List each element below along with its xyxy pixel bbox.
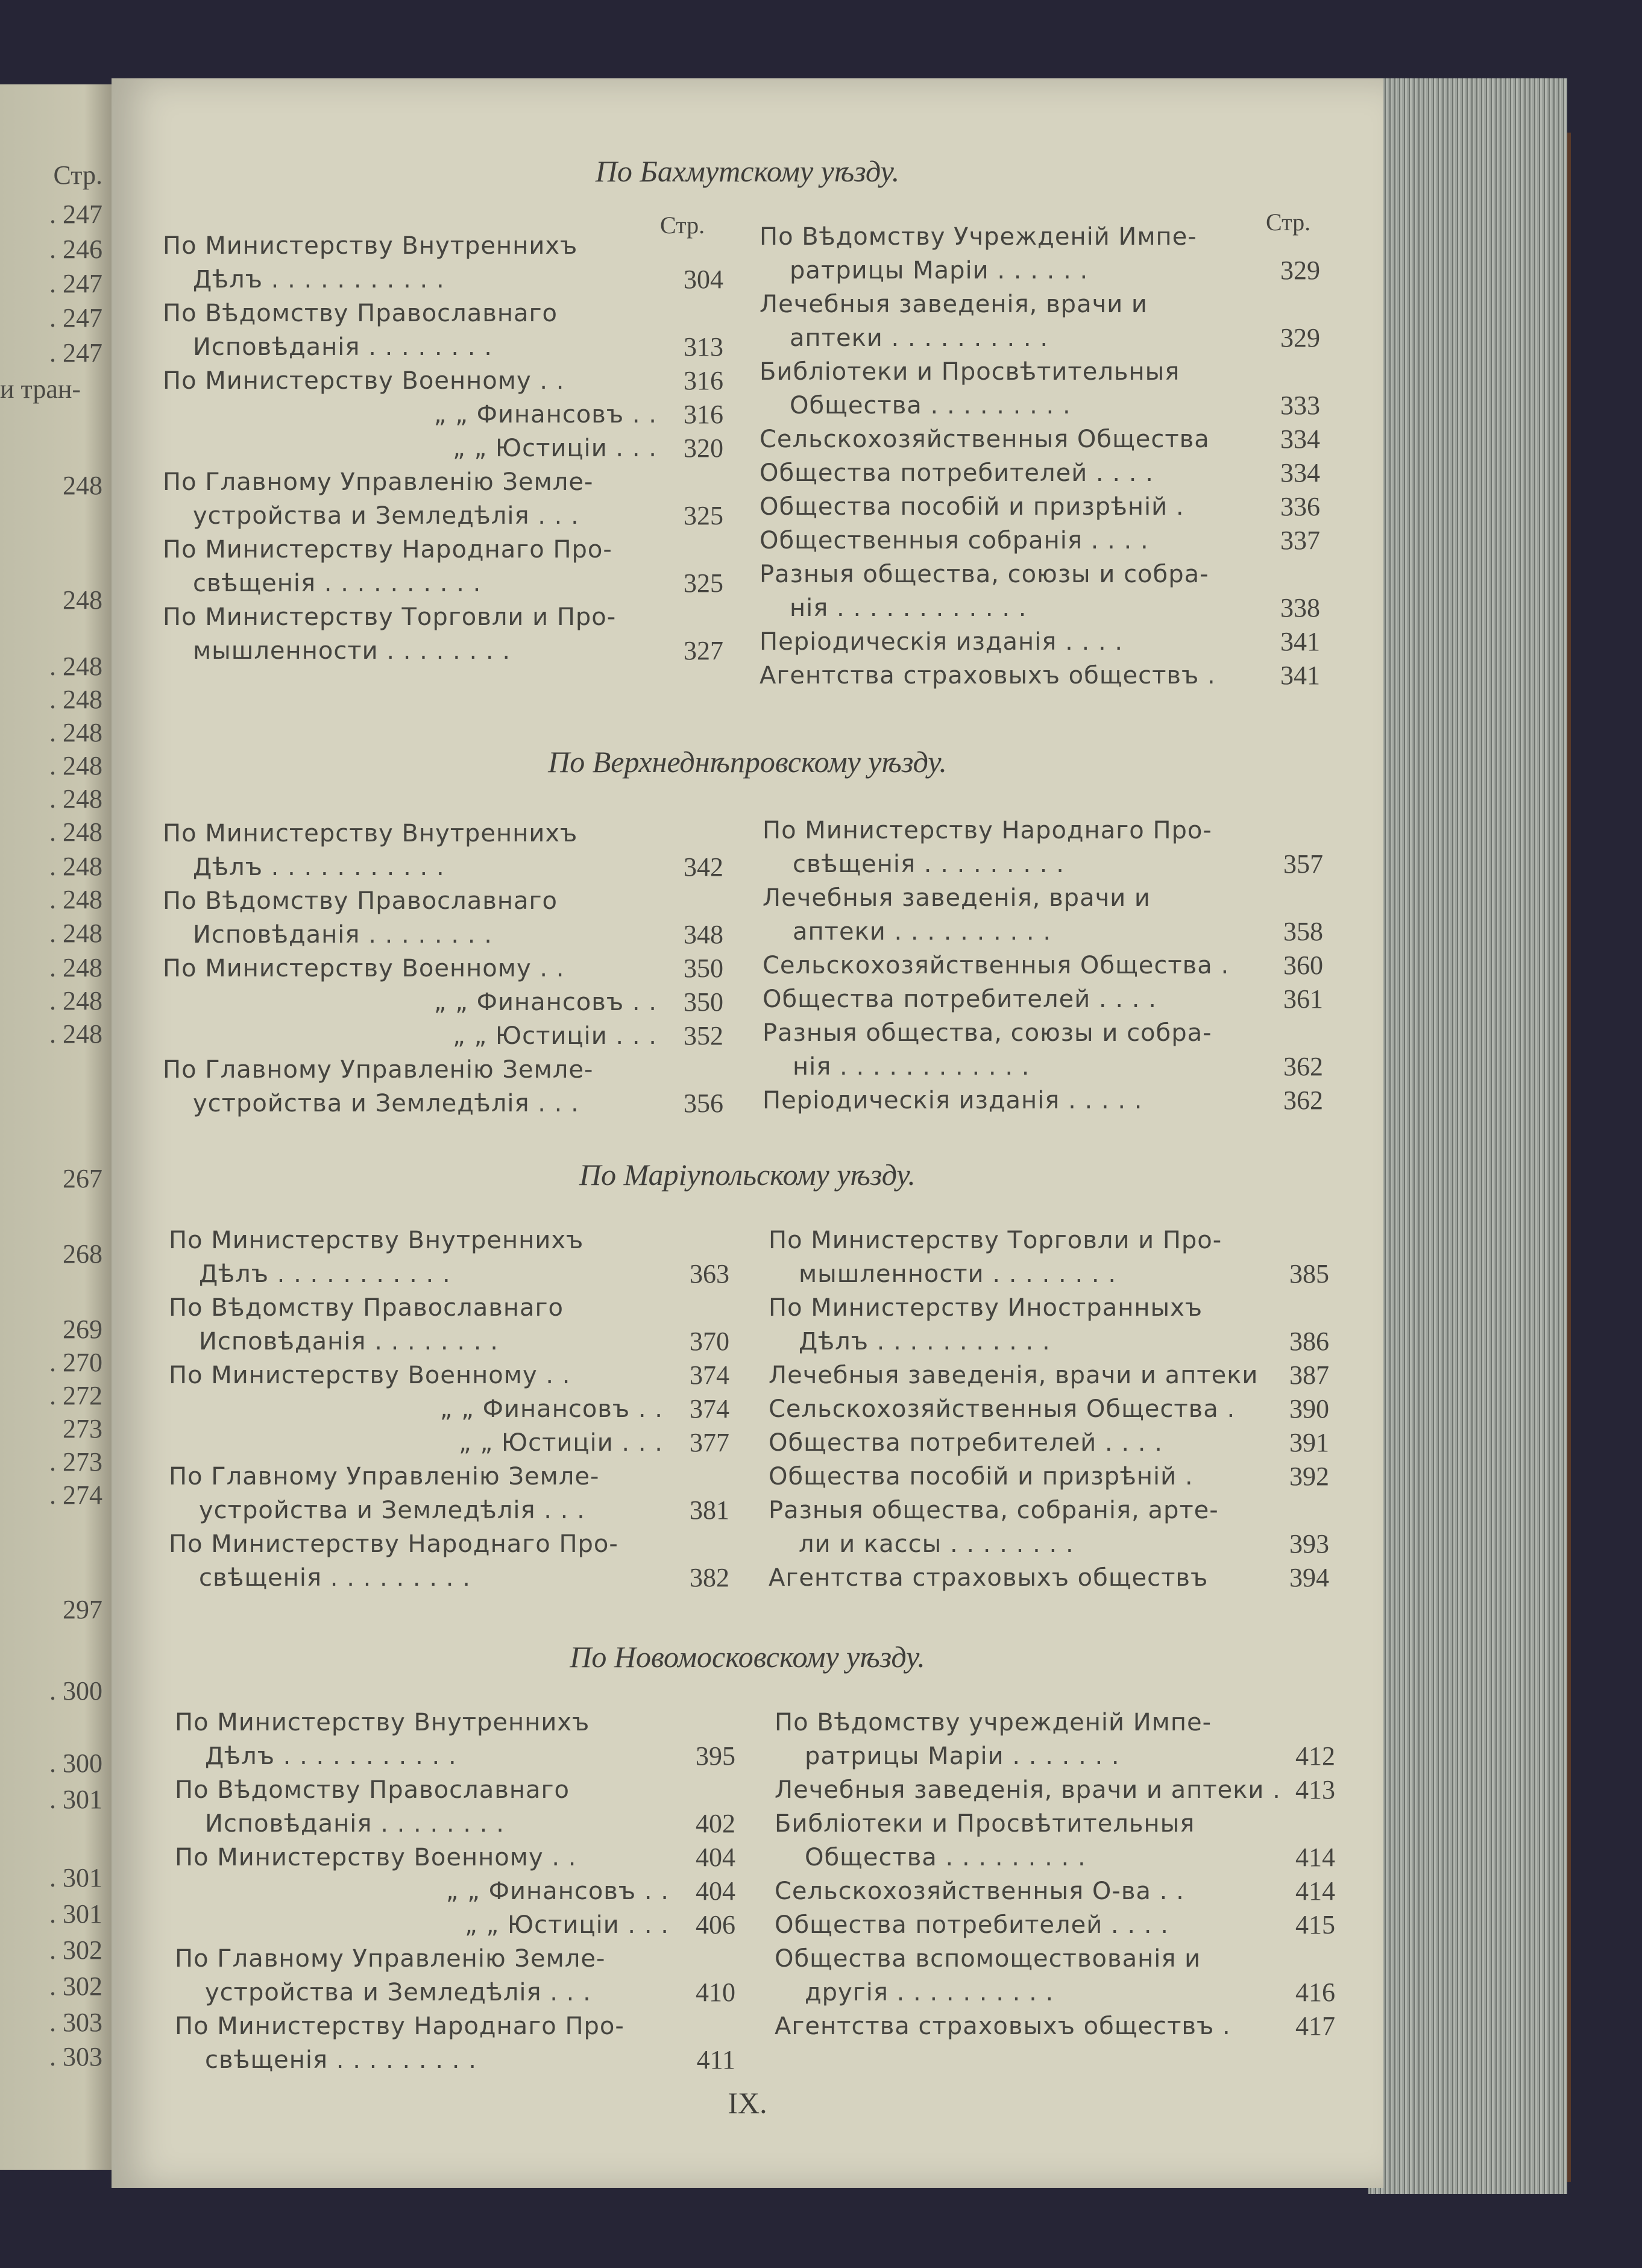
index-entry-label: Разныя общества, собранія, арте- [769,1497,1219,1524]
index-entry-page-number: 341 [1280,627,1320,656]
left-page-page-number: . 302 [49,1935,102,1965]
left-page-page-number: . 301 [49,1863,102,1893]
index-entry-label: По Вѣдомству Православнаго [163,300,558,327]
index-entry-label: Дѣлъ . . . . . . . . . . . [205,1742,457,1770]
index-entry-label: По Министерству Народнаго Про- [163,536,612,564]
index-entry-label: По Министерству Военному . . [169,1362,571,1389]
index-entry-label: По Министерству Военному . . [163,367,565,395]
index-entry-page-number: 392 [1289,1462,1329,1491]
index-entry [760,490,1320,524]
index-entry-label: ли и кассы . . . . . . . . [799,1530,1074,1558]
section-left-column [169,1224,729,1595]
index-entry-label: Исповѣданія . . . . . . . . [193,333,492,361]
index-entry-page-number: 413 [1295,1775,1335,1805]
index-entry [769,1291,1329,1359]
index-entry [775,1942,1335,2009]
section-heading: По Новомосковскому уѣзду. [570,1640,925,1674]
index-entry [769,1426,1329,1460]
section-right-column [763,814,1323,1117]
index-entry [760,423,1320,456]
index-entry [175,1908,735,1942]
index-entry-label: Общества пособій и призрѣній . [769,1463,1194,1491]
index-entry [175,1874,735,1908]
index-entry [163,398,723,432]
left-page-page-number: . 248 [49,718,102,747]
index-entry-page-number: 362 [1283,1052,1323,1081]
left-page-page-number: . 273 [49,1447,102,1477]
left-page-page-number: 267 [63,1164,102,1193]
left-page-page-number: 297 [63,1595,102,1624]
index-entry-label: Періодическія изданія . . . . [760,628,1124,656]
index-entry-page-number: 342 [684,852,723,882]
index-entry-page-number: 341 [1280,661,1320,690]
index-entry-page-number: 352 [684,1021,723,1051]
index-entry-label: По Министерству Военному . . [175,1844,577,1871]
section-heading: По Бахмутскому уѣзду. [595,154,900,188]
left-page-page-number: . 270 [49,1348,102,1377]
index-entry-page-number: 395 [696,1741,735,1771]
index-entry-label: По Главному Управленію Земле- [163,468,594,496]
left-page-page-number: . 248 [49,1019,102,1049]
book-page-edges [1368,78,1567,2194]
index-entry-label: Сельскохозяйственныя Общества . [763,952,1230,979]
left-page-page-number: . 248 [49,919,102,948]
left-page-page-number: . 247 [49,269,102,298]
index-entry-label: По Министерству Торговли и Про- [769,1227,1222,1254]
index-entry-page-number: 370 [690,1327,729,1356]
index-entry-page-number: 333 [1280,391,1320,420]
index-entry [163,432,723,465]
index-entry-label: Общества потребителей . . . . [760,459,1154,487]
index-entry-page-number: 320 [684,433,723,463]
index-entry-label: Общества пособій и призрѣній . [760,493,1184,521]
index-entry-page-number: 415 [1295,1910,1335,1940]
index-entry [763,982,1323,1016]
index-entry-label: Общества потребителей . . . . [763,985,1157,1013]
index-entry-label: Исповѣданія . . . . . . . . [205,1810,505,1838]
index-entry-page-number: 304 [684,265,723,294]
left-page-page-number: . 303 [49,2042,102,2072]
index-entry-label: По Министерству Иностранныхъ [769,1294,1203,1322]
index-entry-page-number: 350 [684,987,723,1017]
index-entry-page-number: 393 [1289,1529,1329,1559]
index-entry-page-number: 414 [1295,1876,1335,1906]
index-entry [775,1773,1335,1807]
index-entry [769,1561,1329,1595]
index-entry-label: „ „ Финансовъ . . [433,401,657,429]
index-entry-page-number: 361 [1283,984,1323,1014]
index-entry-label: свѣщенія . . . . . . . . . [205,2046,477,2074]
index-entry [175,2009,735,2077]
index-entry-label: свѣщенія . . . . . . . . . [199,1564,471,1592]
index-entry [775,1874,1335,1908]
index-entry [175,1706,735,1773]
index-entry [163,600,723,668]
left-page-page-number: . 301 [49,1785,102,1814]
index-entry-label: Общественныя собранія . . . . [760,527,1149,554]
left-page-page-number: . 274 [49,1480,102,1510]
index-entry-page-number: 402 [696,1809,735,1838]
index-entry-label: Агентства страховыхъ обществъ . [760,662,1216,690]
index-entry-page-number: 363 [690,1259,729,1289]
left-page-page-number: . 248 [49,852,102,881]
index-entry-label: Библіотеки и Просвѣтительныя [760,358,1180,386]
left-page-page-number: 268 [63,1239,102,1269]
index-entry-label: По Вѣдомству учрежденій Импе- [775,1709,1212,1736]
index-entry-label: Лечебныя заведенія, врачи и [763,884,1151,912]
index-entry-page-number: 334 [1280,458,1320,488]
index-entry [163,364,723,398]
index-entry [769,1392,1329,1426]
index-entry-page-number: 362 [1283,1085,1323,1115]
left-page-page-number: . 248 [49,784,102,814]
index-entry-label: Общества потребителей . . . . [775,1911,1169,1939]
section-left-column [163,229,723,668]
left-page-page-number: Стр. [53,160,102,190]
index-entry-page-number: 329 [1280,323,1320,353]
index-entry [163,985,723,1019]
index-entry [763,881,1323,949]
left-page-page-number: 269 [63,1315,102,1344]
index-entry [163,229,723,297]
index-entry-label: Дѣлъ . . . . . . . . . . . [193,266,445,294]
index-entry [775,1908,1335,1942]
index-entry [163,533,723,600]
index-entry [169,1426,729,1460]
index-entry-label: По Министерству Внутреннихъ [169,1227,584,1254]
index-entry-label: Періодическія изданія . . . . . [763,1087,1143,1114]
index-entry-page-number: 390 [1289,1394,1329,1424]
index-entry-label: устройства и Земледѣлія . . . [193,502,579,530]
index-entry-label: Агентства страховыхъ обществъ [769,1564,1209,1592]
index-entry-label: „ „ Юстиціи . . . [459,1429,663,1457]
index-entry-page-number: 325 [684,568,723,598]
index-entry-label: Исповѣданія . . . . . . . . [199,1328,499,1355]
index-entry [760,558,1320,625]
index-entry-page-number: 357 [1283,849,1323,879]
index-entry-page-number: 329 [1280,256,1320,285]
index-entry [175,1841,735,1874]
index-entry-page-number: 391 [1289,1428,1329,1457]
index-entry-page-number: 394 [1289,1563,1329,1592]
index-entry-label: Сельскохозяйственныя Общества . [769,1395,1236,1423]
index-entry [169,1291,729,1359]
right-page [112,78,1383,2188]
index-entry [763,814,1323,881]
left-page [0,84,121,2170]
index-entry-page-number: 411 [696,2045,735,2075]
left-page-page-number: . 300 [49,1676,102,1706]
index-entry-page-number: 327 [684,636,723,665]
left-page-page-number: . 248 [49,817,102,847]
index-entry-page-number: 404 [696,1876,735,1906]
index-entry-label: По Министерству Народнаго Про- [763,817,1212,844]
index-entry-label: Разныя общества, союзы и собра- [763,1019,1212,1047]
index-entry [760,625,1320,659]
left-page-page-number: . 247 [49,303,102,333]
section-right-column [775,1706,1335,2043]
index-entry-label: свѣщенія . . . . . . . . . . [193,570,482,597]
index-entry [769,1460,1329,1494]
index-entry-label: Общества вспомоществованія и [775,1945,1201,1973]
index-entry-label: свѣщенія . . . . . . . . . [793,850,1065,878]
index-entry-label: „ „ Финансовъ . . [445,1877,669,1905]
section-left-column [175,1706,735,2077]
index-entry-label: аптеки . . . . . . . . . . [790,324,1049,352]
index-entry [769,1224,1329,1291]
index-entry-page-number: 417 [1295,2011,1335,2041]
left-page-page-number: . 248 [49,885,102,914]
index-entry [760,456,1320,490]
index-entry [163,952,723,985]
index-entry-page-number: 414 [1295,1842,1335,1872]
index-entry-page-number: 325 [684,501,723,530]
index-entry-page-number: 358 [1283,917,1323,946]
section-heading: По Маріупольскому уѣзду. [579,1158,916,1192]
index-entry-label: Дѣлъ . . . . . . . . . . . [799,1328,1051,1355]
index-entry [163,465,723,533]
left-page-page-number: . 303 [49,2008,102,2037]
left-page-page-number: 248 [63,471,102,500]
left-page-page-number: 273 [63,1414,102,1443]
index-entry [775,2009,1335,2043]
index-entry-label: Сельскохозяйственныя Общества [760,426,1210,453]
index-entry-label: другія . . . . . . . . . . [805,1979,1054,2006]
index-entry [163,297,723,364]
index-entry-label: мышленности . . . . . . . . [193,637,511,665]
column-header-page: Стр. [1266,209,1311,236]
index-entry-page-number: 387 [1289,1360,1329,1390]
left-page-page-number: . 248 [49,685,102,714]
index-entry [775,1807,1335,1874]
index-entry-page-number: 410 [696,1977,735,2007]
index-entry [169,1527,729,1595]
index-entry-page-number: 316 [684,366,723,395]
index-entry-label: По Министерству Военному . . [163,955,565,982]
index-entry-label: Сельскохозяйственныя О-ва . . [775,1877,1184,1905]
index-entry-page-number: 381 [690,1495,729,1525]
page-folio: IX. [728,2086,767,2120]
index-entry-label: нія . . . . . . . . . . . . [790,594,1027,622]
index-entry-label: По Вѣдомству Учрежденій Импе- [760,223,1197,251]
index-entry-page-number: 412 [1295,1741,1335,1771]
index-entry-label: По Министерству Внутреннихъ [163,820,578,847]
index-entry [169,1460,729,1527]
left-page-page-number: . 248 [49,986,102,1016]
index-entry-label: По Министерству Торговли и Про- [163,603,617,631]
index-entry-label: Общества . . . . . . . . . [790,392,1071,419]
index-entry [769,1494,1329,1561]
index-entry-page-number: 360 [1283,950,1323,980]
left-page-page-number: . 247 [49,338,102,368]
index-entry-label: Общества . . . . . . . . . [805,1844,1086,1871]
index-entry [760,659,1320,693]
index-entry-page-number: 377 [690,1428,729,1457]
index-entry-page-number: 313 [684,332,723,362]
left-page-page-number: . 248 [49,751,102,781]
index-entry [763,1084,1323,1117]
section-right-column [760,220,1320,693]
left-page-page-number: . 272 [49,1381,102,1410]
index-entry [775,1706,1335,1773]
index-entry-page-number: 374 [690,1360,729,1390]
index-entry-label: По Главному Управленію Земле- [175,1945,606,1973]
index-entry-label: „ „ Юстиціи . . . [465,1911,669,1939]
index-entry [175,1773,735,1841]
index-entry-label: мышленности . . . . . . . . [799,1260,1117,1288]
index-entry-label: Исповѣданія . . . . . . . . [193,921,492,949]
index-entry-label: „ „ Финансовъ . . [433,988,657,1016]
column-header-page: Стр. [660,212,705,239]
index-entry [163,1053,723,1120]
index-entry-label: Общества потребителей . . . . [769,1429,1163,1457]
index-entry-label: „ „ Юстиціи . . . [453,435,657,462]
index-entry-page-number: 404 [696,1842,735,1872]
index-entry-page-number: 382 [690,1563,729,1592]
left-page-page-number: . 300 [49,1748,102,1778]
index-entry-label: аптеки . . . . . . . . . . [793,918,1052,946]
index-entry [169,1359,729,1392]
index-entry-label: По Вѣдомству Православнаго [169,1294,564,1322]
index-entry-page-number: 316 [684,400,723,429]
index-entry-page-number: 406 [696,1910,735,1940]
index-entry-label: По Министерству Народнаго Про- [175,2012,624,2040]
index-entry-label: Дѣлъ . . . . . . . . . . . [199,1260,451,1288]
index-entry-page-number: 416 [1295,1977,1335,2007]
index-entry-label: Агентства страховыхъ обществъ . [775,2012,1231,2040]
index-entry-label: По Министерству Внутреннихъ [175,1709,590,1736]
index-entry-label: Разныя общества, союзы и собра- [760,561,1209,588]
index-entry-page-number: 336 [1280,492,1320,521]
index-entry-label: Лечебныя заведенія, врачи и [760,291,1148,318]
index-entry-label: По Министерству Народнаго Про- [169,1530,618,1558]
index-entry-label: По Вѣдомству Православнаго [163,887,558,915]
index-entry [760,355,1320,423]
index-entry-page-number: 385 [1289,1259,1329,1289]
index-entry [769,1359,1329,1392]
index-entry-label: Библіотеки и Просвѣтительныя [775,1810,1195,1838]
index-entry-label: Лечебныя заведенія, врачи и аптеки . [775,1776,1281,1804]
index-entry-label: По Министерству Внутреннихъ [163,232,578,260]
index-entry-label: Дѣлъ . . . . . . . . . . . [193,853,445,881]
left-page-page-number: . 246 [49,234,102,264]
index-entry [760,287,1320,355]
index-entry-page-number: 350 [684,953,723,983]
index-entry-label: По Главному Управленію Земле- [163,1056,594,1084]
section-heading: По Верхнеднѣпровскому уѣзду. [548,745,947,779]
left-page-page-number: 248 [63,585,102,615]
left-page-page-number: . 302 [49,1971,102,2001]
index-entry-label: ратрицы Маріи . . . . . . . [805,1742,1120,1770]
index-entry [760,220,1320,287]
left-page-page-number: . 248 [49,652,102,681]
index-entry [175,1942,735,2009]
index-entry-label: устройства и Земледѣлія . . . [205,1979,591,2006]
section-right-column [769,1224,1329,1595]
index-entry-label: По Главному Управленію Земле- [169,1463,600,1491]
index-entry-label: нія . . . . . . . . . . . . [793,1053,1030,1081]
index-entry [169,1392,729,1426]
index-entry-label: ратрицы Маріи . . . . . . [790,257,1089,284]
index-entry [163,817,723,884]
index-entry-page-number: 386 [1289,1327,1329,1356]
index-entry-label: Лечебныя заведенія, врачи и аптеки [769,1362,1259,1389]
index-entry [763,949,1323,982]
index-entry-page-number: 374 [690,1394,729,1424]
left-page-page-number: . 248 [49,953,102,982]
index-entry [763,1016,1323,1084]
index-entry-label: По Вѣдомству Православнаго [175,1776,570,1804]
index-entry [163,884,723,952]
index-entry-page-number: 356 [684,1088,723,1118]
index-entry-label: „ „ Финансовъ . . [439,1395,663,1423]
index-entry-page-number: 338 [1280,593,1320,623]
left-page-page-number: . 301 [49,1899,102,1929]
index-entry-label: устройства и Земледѣлія . . . [193,1090,579,1117]
index-entry [760,524,1320,558]
index-entry-label: устройства и Земледѣлія . . . [199,1497,585,1524]
left-page-page-number: . 247 [49,199,102,229]
index-entry [169,1224,729,1291]
left-page-page-number: и тран- [0,374,81,404]
index-entry [163,1019,723,1053]
index-entry-page-number: 334 [1280,424,1320,454]
index-entry-label: „ „ Юстиціи . . . [453,1022,657,1050]
index-entry-page-number: 337 [1280,526,1320,555]
section-left-column [163,817,723,1120]
index-entry-page-number: 348 [684,920,723,949]
